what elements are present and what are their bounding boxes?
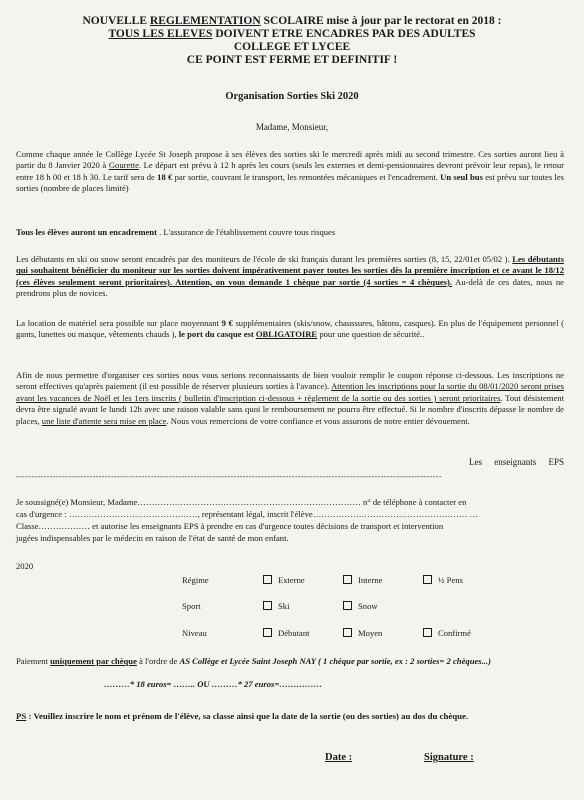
paragraph-registration: Afin de nous permettre d'organiser ces sorties nous vous serions reconnaissants de bien vouloir remplir le coupon réponse ci-dessous. Les inscriptions ne seront effectives qu'après paiement (il est possible de réserver plusieurs sorties à l'avance). Attention les inscriptions pour la sortie du 08/01/2020 seront prises avant les vacances de Noël et les 1ers inscrits ( bulletin d'inscription ci-dessous + règlement de la sortie ou des sorties ) seront prioritaires. Tout désistement devra être signalé avant le lundi 12h avec une raison valable sans quoi le remboursement ne pourra être effectué. Si le nombre d'inscrits dépasse le nombre de places, une liste d'attente sera mise en place. Nous vous remercions de votre confiance et vous assurons de notre entier dévouement. [16, 370, 564, 426]
checkbox-icon[interactable] [263, 575, 272, 584]
option-debutant[interactable]: Débutant [263, 628, 310, 638]
salutation: Madame, Monsieur, [255, 122, 329, 132]
checkbox-icon[interactable] [343, 628, 352, 637]
option-moyen[interactable]: Moyen [343, 628, 382, 638]
paragraph-intro: Comme chaque année le Collège Lycée St Joseph propose à ses élèves des sorties ski le mercredi après midi au second trimestre. Ces sorties auront lieu à partir du 8 Janvier 2020 à Gourette. Le départ est prévu à 12 h après les cours (seuls les externes et demi-pensionnaires devront prévoir leur repas), le retour entre 18 h 00 et 18 h 30. Le tarif sera de 18 € par sortie, couvrant le transport, les remontées mécaniques et l'encadrement. Un seul bus est prévu sur toutes les sorties (nombre de places limité) [16, 149, 564, 194]
header-line-3: COLLEGE ET LYCEE [233, 41, 351, 53]
option-interne[interactable]: Interne [343, 575, 382, 585]
header-line-4: CE POINT EST FERME ET DEFINITIF ! [186, 54, 398, 66]
cut-line: ------------------------------------------------------------------------------------------------------------------------------------------- [16, 472, 442, 481]
form-line-health: jugées indispensables par le médecin en raison de l'état de santé de mon enfant. [16, 533, 289, 543]
payment-info: Paiement uniquement par chèque à l'ordre de AS Collège et Lycée Saint Joseph NAY ( 1 chèque par sortie, ex : 2 sorties= 2 chèques...) [16, 656, 491, 666]
option-demi-pension[interactable]: ½ Pens [423, 575, 463, 585]
signature-label: Signature : [424, 752, 474, 763]
checkbox-icon[interactable] [423, 575, 432, 584]
checkbox-icon[interactable] [263, 628, 272, 637]
paragraph-beginners: Les débutants en ski ou snow seront encadrés par des moniteurs de l'école de ski français durant les premières sorties (8, 15, 22/01et 05/02 ). Les débutants qui souhaitent bénéficier du moniteur sur les sorties doivent impérativement payer toutes les sorties dès la première inscription et ce avant le 18/12 (ces élèves seulement seront prioritaires). Attention, on vous demande 1 chèque par sortie (4 sorties = 4 chèques). Au-delà de ces dates, nous ne prendrons plus de novices. [16, 254, 564, 299]
teachers-signature: Les enseignants EPS [469, 457, 564, 467]
header-line-2: TOUS LES ELEVES DOIVENT ETRE ENCADRES PAR DES ADULTES [108, 28, 476, 40]
option-snow[interactable]: Snow [343, 601, 378, 611]
checkbox-icon[interactable] [343, 601, 352, 610]
checkbox-icon[interactable] [263, 601, 272, 610]
regime-label: Régime [182, 575, 209, 585]
form-line-class: Classe……………… et autorise les enseignants EPS à prendre en cas d'urgence toutes décisions de transport et intervention [16, 521, 444, 531]
date-label: Date : [325, 752, 353, 763]
header-line-1: NOUVELLE REGLEMENTATION SCOLAIRE mise à jour par le rectorat en 2018 : [82, 15, 502, 27]
paragraph-equipment: La location de matériel sera possible sur place moyennant 9 € supplémentaires (skis/snow, chaussures, bâtons, casques). En plus de l'équipement personnel ( gants, lunettes ou masque, vêtements chauds ), le port du casque est OBLIGATOIRE pour une question de sécurité.. [16, 318, 565, 340]
sport-label: Sport [182, 601, 201, 611]
paragraph-supervision: Tous les élèves auront un encadrement . L'assurance de l'établissement couvre tous risques [16, 227, 336, 237]
checkbox-icon[interactable] [423, 628, 432, 637]
option-confirme[interactable]: Confirmé [423, 628, 471, 638]
ps-note: PS : Veuillez inscrire le nom et prénom de l'élève, sa classe ainsi que la date de la sortie (ou des sorties) au dos du chèque. [16, 711, 469, 721]
checkbox-icon[interactable] [343, 575, 352, 584]
payment-amounts: ………* 18 euros= …….. OU ………* 27 euros=…………… [104, 679, 323, 689]
form-year: 2020 [16, 561, 34, 571]
form-line-emergency: cas d'urgence : ………………………………………, représentant légal, inscrit l'élève……………………………………………… … [16, 509, 479, 519]
document-title: Organisation Sorties Ski 2020 [225, 91, 359, 102]
option-ski[interactable]: Ski [263, 601, 289, 611]
form-line-name: Je soussigné(e) Monsieur, Madame…………………………………………………………………… n° de téléphone à contacter en [16, 497, 467, 507]
niveau-label: Niveau [182, 628, 207, 638]
option-externe[interactable]: Externe [263, 575, 305, 585]
